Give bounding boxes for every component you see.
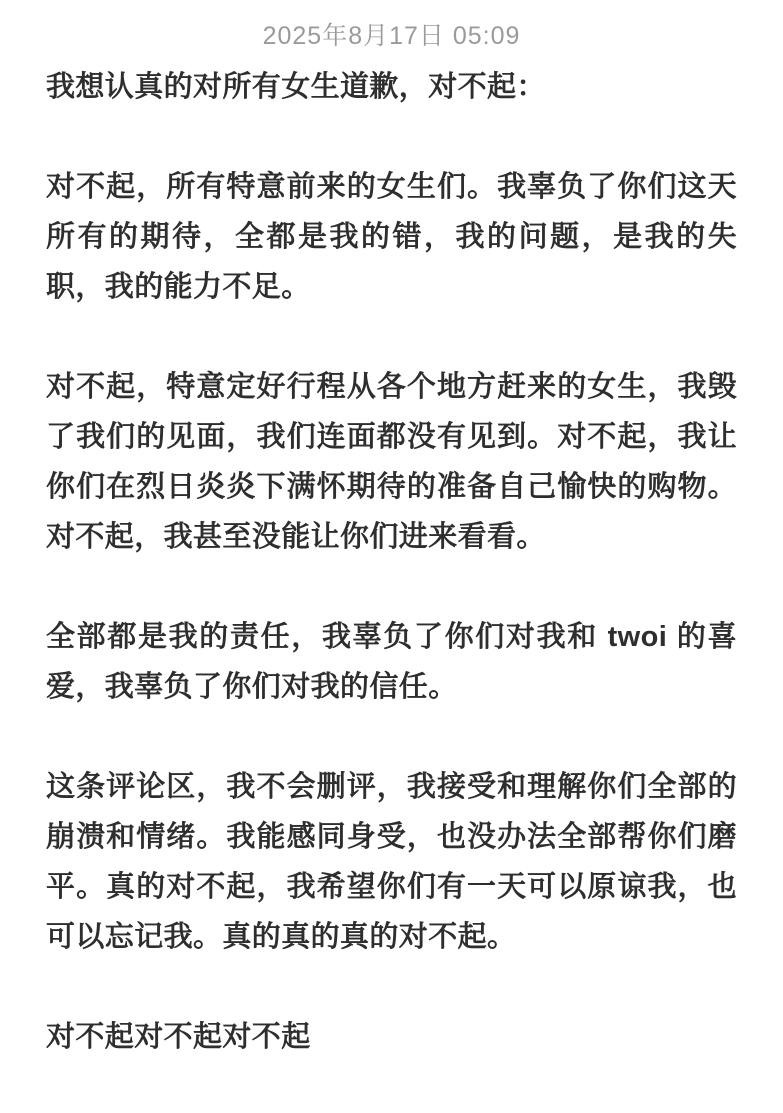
post-paragraph: 对不起，所有特意前来的女生们。我辜负了你们这天所有的期待，全都是我的错，我的问题，是我的失职，我的能力不足。 [46, 171, 737, 303]
post-paragraph: 对不起，特意定好行程从各个地方赶来的女生，我毁了我们的见面，我们连面都没有见到。对不起，我让你们在烈日炎炎下满怀期待的准备自己愉快的购物。对不起，我甚至没能让你们进来看看。 [46, 371, 737, 553]
post-paragraph: 对不起对不起对不起 [46, 1021, 311, 1053]
post-paragraph: 这条评论区，我不会删评，我接受和理解你们全部的崩溃和情绪。我能感同身受，也没办法全部帮你们磨平。真的对不起，我希望你们有一天可以原谅我，也可以忘记我。真的真的真的对不起。 [46, 771, 737, 953]
post-body [0, 62, 783, 1062]
post-paragraph: 我想认真的对所有女生道歉，对不起： [46, 71, 546, 103]
post-timestamp: 2025年8月17日 05:09 [262, 22, 521, 50]
post-paragraph: 全部都是我的责任，我辜负了你们对我和 twoi 的喜爱，我辜负了你们对我的信任。 [46, 621, 737, 703]
